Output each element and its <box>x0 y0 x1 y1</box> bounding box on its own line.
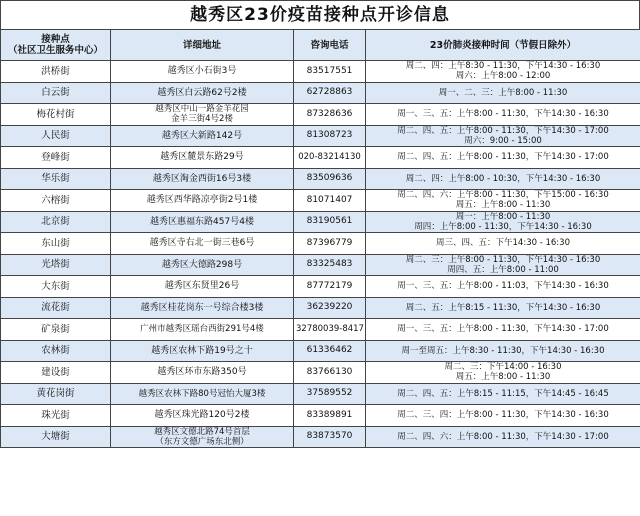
site-name: 白云街 <box>1 82 111 104</box>
site-address: 越秀区桂花岗东一号综合楼3楼 <box>111 297 294 319</box>
site-phone: 83509636 <box>294 168 366 190</box>
site-time: 周二、三：下午14:00 - 16:30 周五：上午8:00 - 11:30 <box>366 362 640 384</box>
site-phone: 83190561 <box>294 211 366 233</box>
site-time: 周一：上午8:00 - 11:30 周四：上午8:00 - 11:30，下午14:30 - 16:30 <box>366 211 640 233</box>
site-name: 华乐街 <box>1 168 111 190</box>
site-phone: 62728863 <box>294 82 366 104</box>
site-phone: 37589552 <box>294 383 366 405</box>
site-address: 越秀区东贤里26号 <box>111 276 294 298</box>
header-time: 23价肺炎接种时间（节假日除外） <box>366 30 640 61</box>
site-phone: 020-83214130 <box>294 147 366 169</box>
table-row <box>1 168 640 190</box>
site-phone: 61336462 <box>294 340 366 362</box>
vaccination-table <box>0 29 640 448</box>
table-row <box>1 405 640 427</box>
site-name: 六榕街 <box>1 190 111 212</box>
table-row <box>1 190 640 212</box>
site-phone: 83873570 <box>294 426 366 448</box>
header-address: 详细地址 <box>111 30 294 61</box>
site-address: 越秀区惠福东路457号4楼 <box>111 211 294 233</box>
site-time: 周二、四、六：上午8:00 - 11:30，下午14:30 - 17:00 <box>366 426 640 448</box>
site-name: 大东街 <box>1 276 111 298</box>
table-row <box>1 147 640 169</box>
header-site: 接种点 （社区卫生服务中心） <box>1 30 111 61</box>
table-row <box>1 426 640 448</box>
table-row <box>1 61 640 83</box>
site-phone: 83766130 <box>294 362 366 384</box>
site-phone: 83389891 <box>294 405 366 427</box>
site-phone: 87328636 <box>294 104 366 126</box>
site-time: 周二、三、四：上午8:00 - 11:30，下午14:30 - 16:30 <box>366 405 640 427</box>
site-phone: 81071407 <box>294 190 366 212</box>
table-row <box>1 319 640 341</box>
site-address: 越秀区麓景东路29号 <box>111 147 294 169</box>
site-time: 周二、四、六：上午8:00 - 11:30，下午15:00 - 16:30 周五：上午8:00 - 11:30 <box>366 190 640 212</box>
site-time: 周二、四、五：上午8:00 - 11:30，下午14:30 - 17:00 周六：9:00 - 15:00 <box>366 125 640 147</box>
site-time: 周一至周五：上午8:30 - 11:30，下午14:30 - 16:30 <box>366 340 640 362</box>
site-address: 越秀区大德路298号 <box>111 254 294 276</box>
site-address: 越秀区农林下路80号冠怡大厦3楼 <box>111 383 294 405</box>
table-row <box>1 211 640 233</box>
site-address: 越秀区西华路凉亭街2号1楼 <box>111 190 294 212</box>
site-time: 周三、四、五：下午14:30 - 16:30 <box>366 233 640 255</box>
site-address: 越秀区白云路62号2楼 <box>111 82 294 104</box>
site-phone: 81308723 <box>294 125 366 147</box>
site-name: 梅花村街 <box>1 104 111 126</box>
site-phone: 87772179 <box>294 276 366 298</box>
site-time: 周二、四：上午8:30 - 11:30，下午14:30 - 16:30 周六：上午8:00 - 12:00 <box>366 61 640 83</box>
table-row <box>1 383 640 405</box>
site-address: 越秀区文德北路74号首层 （东方文德广场东北侧） <box>111 426 294 448</box>
site-time: 周二、四：上午8:00 - 10:30，下午14:30 - 16:30 <box>366 168 640 190</box>
site-time: 周一、三、五：上午8:00 - 11:03，下午14:30 - 16:30 <box>366 276 640 298</box>
table-header-row <box>1 30 640 61</box>
site-name: 登峰街 <box>1 147 111 169</box>
table-row <box>1 362 640 384</box>
table-row <box>1 297 640 319</box>
page-title: 越秀区23价疫苗接种点开诊信息 <box>0 0 640 29</box>
site-phone: 32780039-8417 <box>294 319 366 341</box>
site-phone: 83517551 <box>294 61 366 83</box>
site-name: 珠光街 <box>1 405 111 427</box>
site-name: 人民街 <box>1 125 111 147</box>
site-address: 越秀区大新路142号 <box>111 125 294 147</box>
site-name: 大塘街 <box>1 426 111 448</box>
table-row <box>1 82 640 104</box>
table-row <box>1 340 640 362</box>
site-time: 周二、五：上午8:15 - 11:30，下午14:30 - 16:30 <box>366 297 640 319</box>
site-address: 越秀区中山一路金羊花园 金羊三街4号2楼 <box>111 104 294 126</box>
site-name: 北京街 <box>1 211 111 233</box>
site-time: 周二、四、五：上午8:00 - 11:30，下午14:30 - 17:00 <box>366 147 640 169</box>
site-name: 光塔街 <box>1 254 111 276</box>
site-address: 越秀区寺右北一街三巷6号 <box>111 233 294 255</box>
table-row <box>1 254 640 276</box>
site-time: 周一、三、五：上午8:00 - 11:30，下午14:30 - 16:30 <box>366 104 640 126</box>
table-row <box>1 276 640 298</box>
site-phone: 83325483 <box>294 254 366 276</box>
site-address: 越秀区淘金西街16号3楼 <box>111 168 294 190</box>
site-name: 建设街 <box>1 362 111 384</box>
site-name: 矿泉街 <box>1 319 111 341</box>
site-address: 越秀区小石街3号 <box>111 61 294 83</box>
site-time: 周一、三、五：上午8:00 - 11:30，下午14:30 - 17:00 <box>366 319 640 341</box>
site-name: 洪桥街 <box>1 61 111 83</box>
site-phone: 87396779 <box>294 233 366 255</box>
table-row <box>1 125 640 147</box>
site-time: 周一、二、三：上午8:00 - 11:30 <box>366 82 640 104</box>
header-phone: 咨询电话 <box>294 30 366 61</box>
site-name: 流花街 <box>1 297 111 319</box>
site-address: 越秀区珠光路120号2楼 <box>111 405 294 427</box>
site-phone: 36239220 <box>294 297 366 319</box>
site-name: 农林街 <box>1 340 111 362</box>
site-time: 周二、四、五：上午8:15 - 11:15，下午14:45 - 16:45 <box>366 383 640 405</box>
site-address: 越秀区农林下路19号之十 <box>111 340 294 362</box>
site-address: 广州市越秀区瑶台西街291号4楼 <box>111 319 294 341</box>
site-time: 周二、三：上午8:00 - 11:30，下午14:30 - 16:30 周四、五：上午8:00 - 11:00 <box>366 254 640 276</box>
table-row <box>1 104 640 126</box>
site-name: 东山街 <box>1 233 111 255</box>
site-address: 越秀区环市东路350号 <box>111 362 294 384</box>
table-row <box>1 233 640 255</box>
site-name: 黄花岗街 <box>1 383 111 405</box>
